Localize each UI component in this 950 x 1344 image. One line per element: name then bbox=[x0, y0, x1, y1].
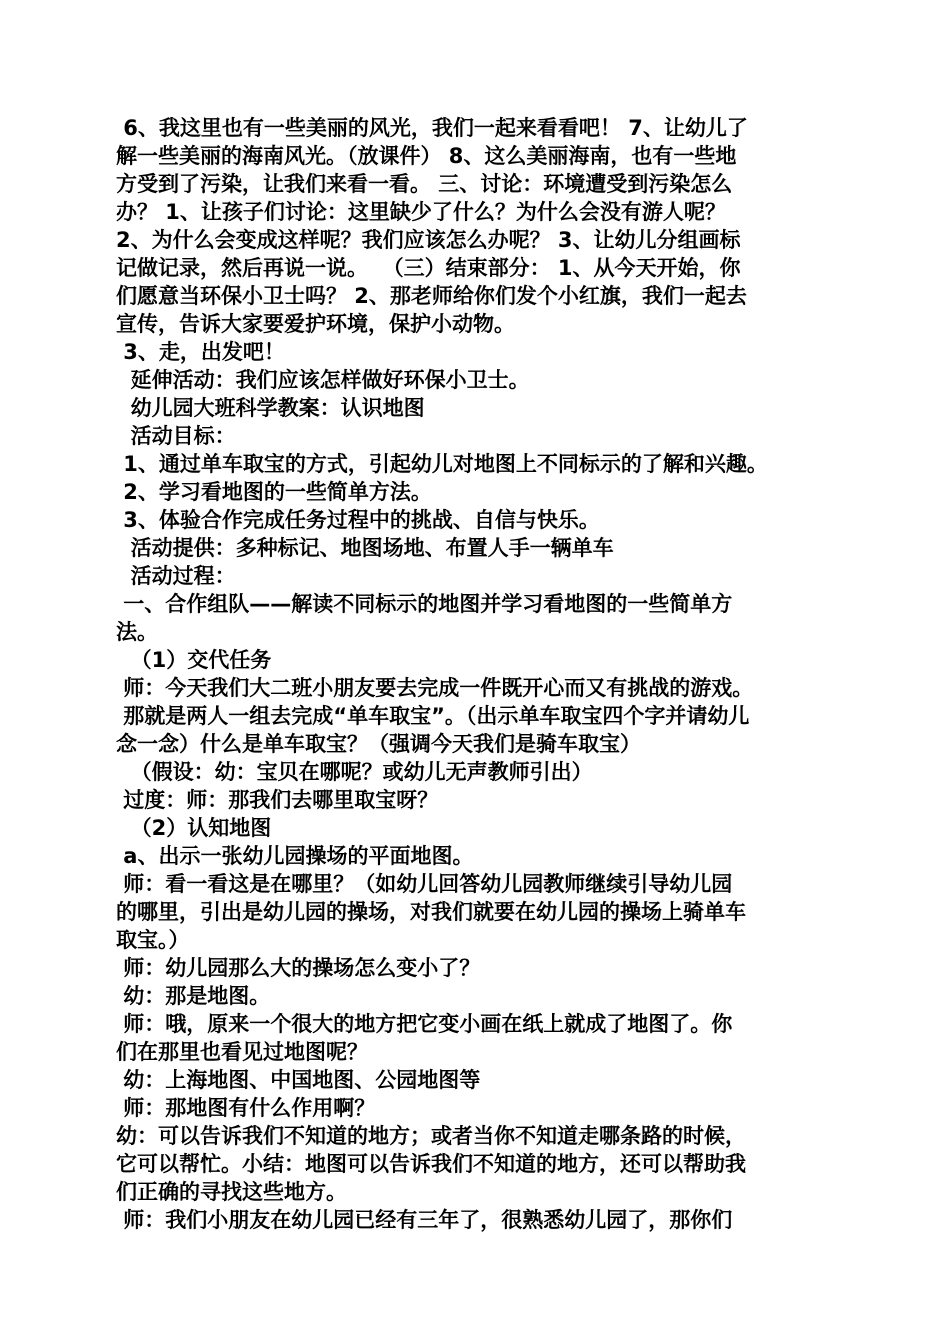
text-line: 幼：那是地图。 bbox=[116, 984, 271, 1008]
text-line: 法。 bbox=[116, 620, 158, 644]
text-line: 它可以帮忙。小结：地图可以告诉我们不知道的地方，还可以帮助我 bbox=[116, 1152, 746, 1176]
text-line: 活动提供：多种标记、地图场地、布置人手一辆单车 bbox=[116, 536, 614, 560]
text-line: 师：哦，原来一个很大的地方把它变小画在纸上就成了地图了。你 bbox=[116, 1012, 733, 1036]
text-line: 师：我们小朋友在幼儿园已经有三年了，很熟悉幼儿园了，那你们 bbox=[116, 1208, 733, 1232]
text-line: 2、学习看地图的一些简单方法。 bbox=[116, 480, 432, 504]
text-line: 解一些美丽的海南风光。（放课件） 8、这么美丽海南，也有一些地 bbox=[116, 144, 737, 168]
text-line: 办？ 1、让孩子们讨论：这里缺少了什么？为什么会没有游人呢？ bbox=[116, 200, 726, 224]
text-line: 取宝。） bbox=[116, 928, 190, 952]
text-line: 一、合作组队——解读不同标示的地图并学习看地图的一些简单方 bbox=[116, 592, 733, 616]
text-line: 方受到了污染，让我们来看一看。 三、讨论：环境遭受到污染怎么 bbox=[116, 172, 733, 196]
text-line: 活动过程： bbox=[116, 564, 236, 588]
document-body bbox=[116, 114, 846, 1234]
text-line: 幼：可以告诉我们不知道的地方；或者当你不知道走哪条路的时候， bbox=[116, 1124, 746, 1148]
text-line: （2）认知地图 bbox=[116, 816, 272, 840]
text-line: 们愿意当环保小卫士吗？ 2、那老师给你们发个小红旗，我们一起去 bbox=[116, 284, 747, 308]
text-line: 幼儿园大班科学教案：认识地图 bbox=[116, 396, 425, 420]
text-line: 们在那里也看见过地图呢？ bbox=[116, 1040, 368, 1064]
text-line: 2、为什么会变成这样呢？我们应该怎么办呢？ 3、让幼儿分组画标 bbox=[116, 228, 741, 252]
text-line: a、出示一张幼儿园操场的平面地图。 bbox=[116, 844, 474, 868]
text-line: 念一念）什么是单车取宝？（强调今天我们是骑车取宝） bbox=[116, 732, 641, 756]
text-line: 幼：上海地图、中国地图、公园地图等 bbox=[116, 1068, 481, 1092]
text-line: 延伸活动：我们应该怎样做好环保小卫士。 bbox=[116, 368, 530, 392]
text-line: 6、我这里也有一些美丽的风光，我们一起来看看吧！ 7、让幼儿了 bbox=[116, 116, 748, 140]
text-line: 们正确的寻找这些地方。 bbox=[116, 1180, 347, 1204]
text-line: 活动目标： bbox=[116, 424, 236, 448]
text-line: 3、走，出发吧！ bbox=[116, 340, 285, 364]
text-line: 师：今天我们大二班小朋友要去完成一件既开心而又有挑战的游戏。 bbox=[116, 676, 754, 700]
text-line: 的哪里，引出是幼儿园的操场，对我们就要在幼儿园的操场上骑单车 bbox=[116, 900, 746, 924]
text-line: 1、通过单车取宝的方式，引起幼儿对地图上不同标示的了解和兴趣。 bbox=[116, 452, 768, 476]
text-line: 3、体验合作完成任务过程中的挑战、自信与快乐。 bbox=[116, 508, 600, 532]
text-line: 宣传，告诉大家要爱护环境，保护小动物。 bbox=[116, 312, 515, 336]
text-line: （1）交代任务 bbox=[116, 648, 272, 672]
text-line: 师：看一看这是在哪里？（如幼儿回答幼儿园教师继续引导幼儿园 bbox=[116, 872, 733, 896]
text-line: （假设：幼：宝贝在哪呢？或幼儿无声教师引出） bbox=[116, 760, 593, 784]
text-line: 过度：师：那我们去哪里取宝呀？ bbox=[116, 788, 439, 812]
text-line: 记做记录，然后再说一说。 （三）结束部分： 1、从今天开始，你 bbox=[116, 256, 741, 280]
text-line: 师：那地图有什么作用啊？ bbox=[116, 1096, 376, 1120]
text-line: 师：幼儿园那么大的操场怎么变小了？ bbox=[116, 956, 481, 980]
text-line: 那就是两人一组去完成“单车取宝”。（出示单车取宝四个字并请幼儿 bbox=[116, 704, 750, 728]
